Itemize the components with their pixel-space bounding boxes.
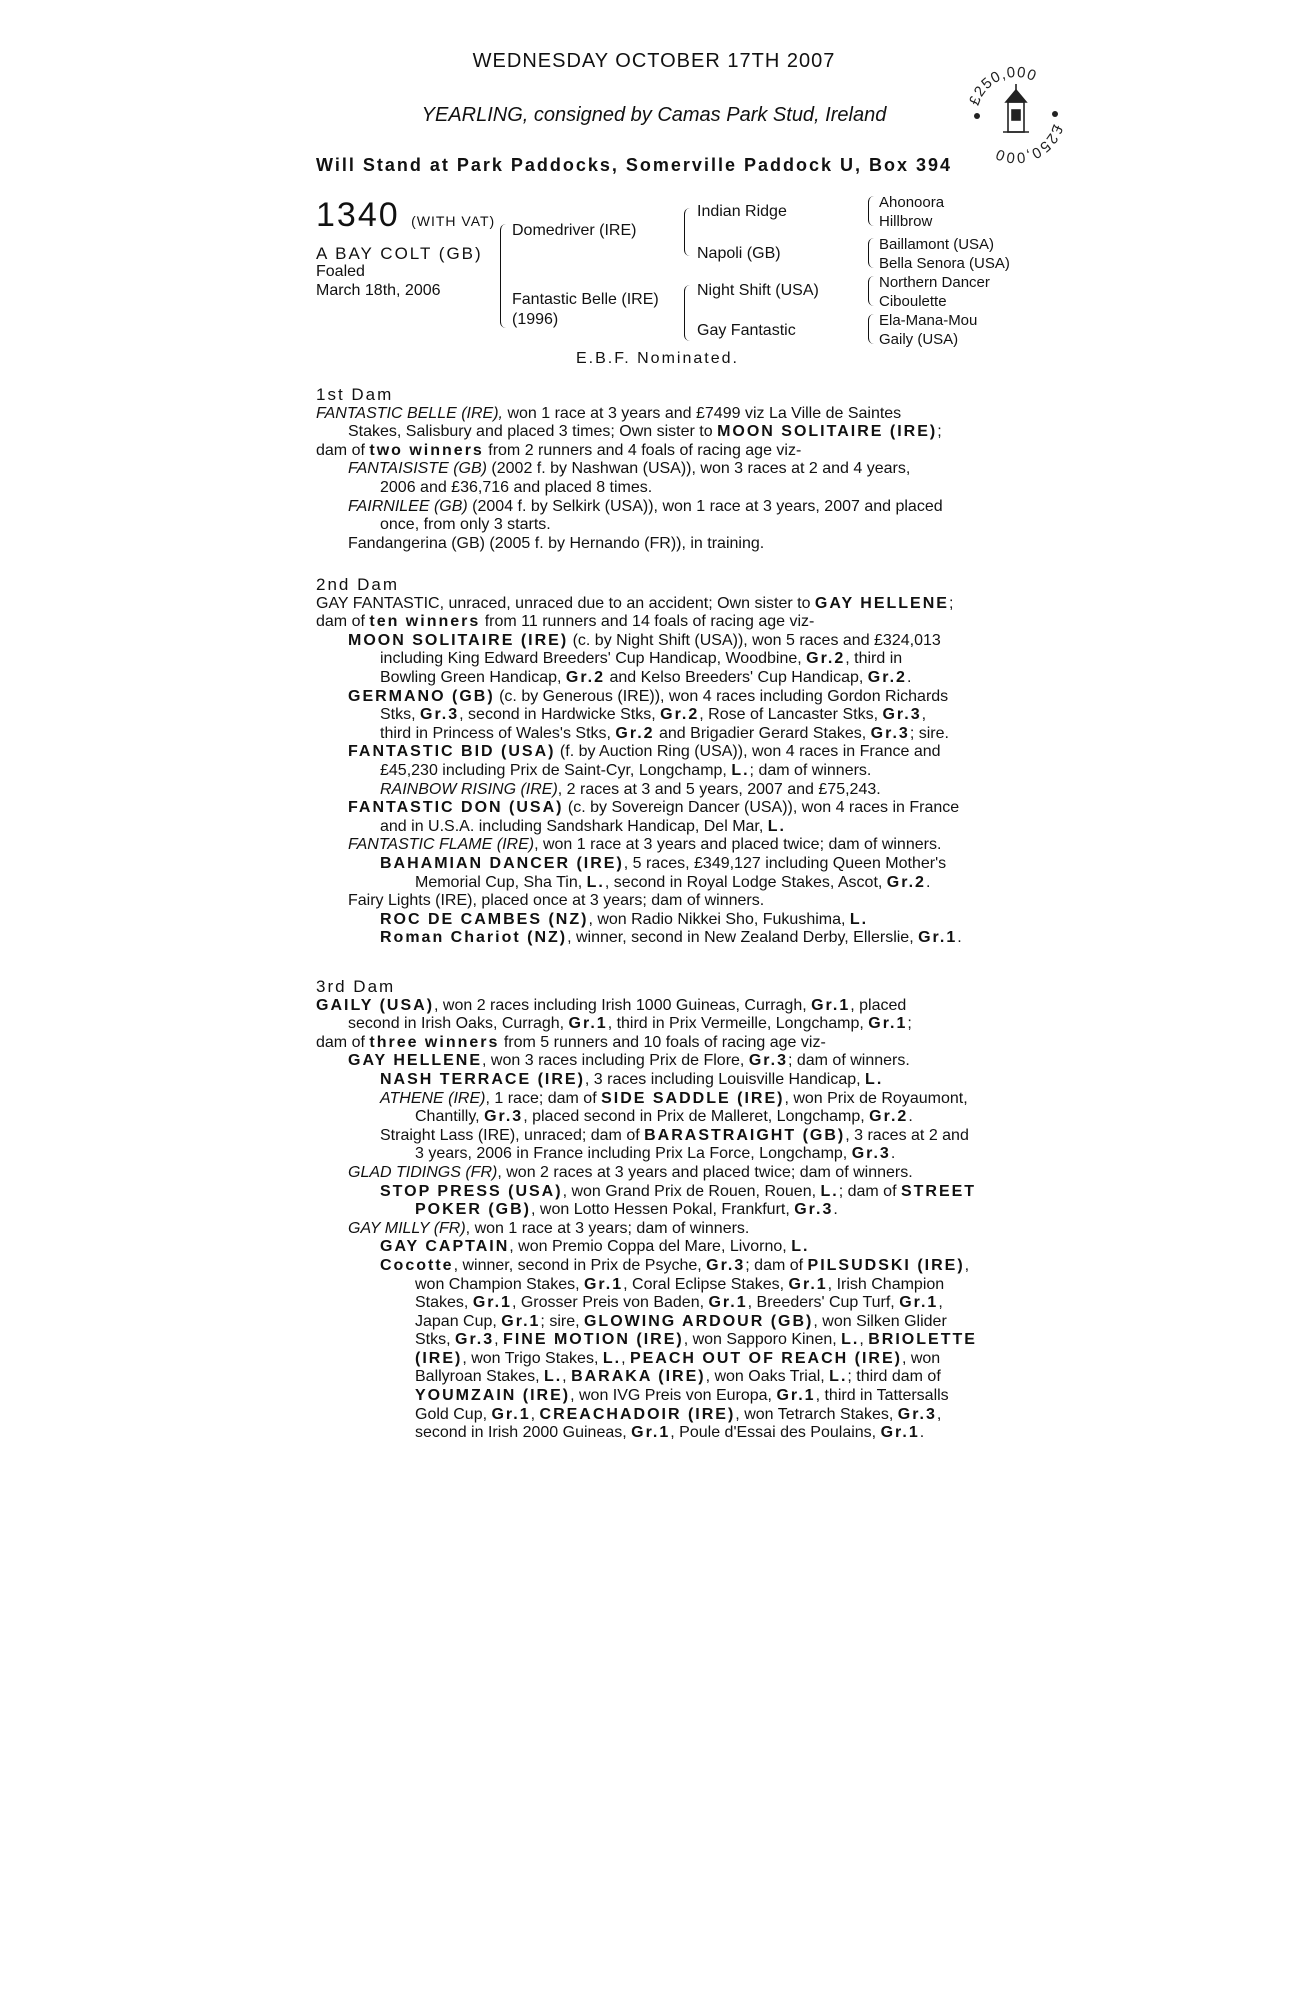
text: , — [530, 1405, 540, 1423]
pedigree-sire-sire: Indian Ridge — [697, 203, 787, 220]
progeny-line — [316, 1276, 977, 1295]
progeny-line — [316, 1313, 977, 1332]
text: , won Silken Glider — [813, 1312, 947, 1330]
grade: Gr.1 — [811, 996, 851, 1014]
progeny-line — [316, 632, 962, 651]
foaled-label: Foaled — [316, 263, 365, 280]
text: second in Irish 2000 Guineas, — [415, 1424, 632, 1442]
text: , 3 races including Louisville Handicap, — [584, 1070, 866, 1088]
lot-description: A BAY COLT (GB) — [316, 244, 483, 263]
grade: L. — [767, 817, 786, 835]
horse-name: GAY MILLY (FR) — [348, 1219, 466, 1237]
progeny-line — [316, 799, 962, 818]
horse-name: STOP PRESS (USA) — [380, 1182, 563, 1200]
text: . — [908, 1108, 913, 1126]
grade: L. — [841, 1331, 860, 1349]
lot-number — [316, 196, 495, 235]
pedigree-sss: Ahonoora — [879, 194, 945, 211]
text: Gold Cup, — [415, 1405, 492, 1423]
progeny-line — [316, 874, 962, 893]
horse-name: FANTAISISTE (GB) — [348, 460, 487, 478]
svg-text:£250,000 — [966, 64, 1039, 108]
text: ; dam of — [838, 1182, 901, 1200]
pedigree-brace-sire — [684, 208, 692, 256]
text: , third in Tattersalls — [815, 1387, 949, 1405]
text: Bowling Green Handicap, — [380, 668, 566, 686]
horse-name: SIDE SADDLE (IRE) — [601, 1089, 785, 1107]
text: ; sire. — [909, 724, 949, 742]
third-dam-line — [316, 1015, 977, 1034]
first-dam-line — [316, 405, 943, 424]
text: , — [494, 1331, 504, 1349]
text: , placed second in Prix de Malleret, Longchamp, — [523, 1108, 870, 1126]
grade: Gr.3 — [897, 1405, 937, 1423]
text: , won Tetrarch Stakes, — [735, 1405, 898, 1423]
grade: L. — [731, 761, 750, 779]
pedigree-dam-sire: Night Shift (USA) — [697, 282, 819, 299]
pedigree-dam-dam: Gay Fantastic — [697, 322, 796, 339]
pedigree-ssd: Hillbrow — [879, 213, 933, 230]
text: , second in Hardwicke Stks, — [459, 706, 661, 724]
text: ; — [948, 594, 954, 612]
progeny-line — [316, 855, 962, 874]
progeny-line — [316, 743, 962, 762]
text: , won 1 race at 3 years; dam of winners. — [465, 1219, 750, 1237]
progeny-line — [316, 1368, 977, 1387]
progeny-line: Fairy Lights (IRE), placed once at 3 years; dam of winners. — [348, 892, 765, 910]
text: ; dam of winners. — [749, 761, 872, 779]
text: , won Radio Nikkei Sho, Fukushima, — [588, 910, 850, 928]
text: , Grosser Preis von Baden, — [511, 1294, 709, 1312]
horse-name: PEACH OUT OF REACH (IRE) — [629, 1349, 902, 1367]
progeny-line — [316, 706, 962, 725]
text: , — [921, 706, 927, 724]
text: (c. by Night Shift (USA)), won 5 races and £324,013 — [568, 631, 941, 649]
horse-name: MOON SOLITAIRE (IRE) — [717, 423, 938, 441]
text: from 5 runners and 10 foals of racing age viz- — [499, 1033, 826, 1051]
text: , — [936, 1405, 942, 1423]
pedigree-ddd: Gaily (USA) — [879, 331, 959, 348]
pedigree-brace-dd — [868, 314, 875, 344]
progeny-line — [316, 1238, 977, 1257]
grade: Gr.1 — [708, 1294, 748, 1312]
text: GAY FANTASTIC, unraced, unraced due to an accident; Own sister to — [316, 594, 815, 612]
horse-name: GAILY (USA) — [316, 996, 435, 1014]
grade: L. — [829, 1368, 848, 1386]
text: . — [833, 1201, 838, 1219]
text: , won — [901, 1349, 941, 1367]
first-dam-heading: 1st Dam — [316, 385, 394, 404]
text: (2004 f. by Selkirk (USA)), won 1 race at 3 years, 2007 and placed — [467, 497, 943, 515]
grade: Gr.3 — [420, 706, 460, 724]
progeny-line — [316, 762, 962, 781]
text: , 2 races at 3 and 5 years, 2007 and £75,243. — [557, 780, 881, 798]
text: Straight Lass (IRE), unraced; dam of — [380, 1126, 645, 1144]
text: from 11 runners and 14 foals of racing age viz- — [480, 613, 815, 631]
grade: Gr.3 — [870, 724, 910, 742]
progeny-line — [316, 1108, 977, 1127]
dam-name: FANTASTIC BELLE (IRE), — [316, 404, 503, 422]
text: , Breeders' Cup Turf, — [747, 1294, 900, 1312]
grade: L. — [602, 1349, 622, 1367]
grade: Gr.1 — [491, 1405, 531, 1423]
second-dam-line — [316, 613, 962, 632]
grade: Gr.2 — [615, 724, 655, 742]
text: , Irish Champion — [827, 1275, 945, 1293]
text: , won Prix de Royaumont, — [784, 1089, 968, 1107]
grade: Gr.2 — [867, 668, 907, 686]
text: including King Edward Breeders' Cup Handicap, Woodbine, — [380, 650, 807, 668]
progeny-line — [316, 498, 943, 517]
progeny-line — [316, 1090, 977, 1109]
svg-text:£250,000 — [993, 122, 1066, 166]
grade: L. — [586, 873, 605, 891]
text: . — [906, 668, 912, 686]
text: , 3 races at 2 and — [845, 1126, 969, 1144]
horse-name: FANTASTIC BID (USA) — [348, 743, 556, 761]
first-dam-section — [316, 386, 943, 553]
text: Ballyroan Stakes, — [415, 1368, 544, 1386]
third-dam-line — [316, 997, 977, 1016]
grade: L. — [791, 1238, 810, 1256]
progeny-line — [316, 1183, 977, 1202]
third-dam-section — [316, 978, 977, 1443]
grade: Gr.1 — [631, 1424, 671, 1442]
pedigree-sds: Baillamont (USA) — [879, 236, 995, 253]
text: , winner, second in New Zealand Derby, Ellerslie, — [567, 929, 919, 947]
grade: Gr.3 — [851, 1145, 891, 1163]
horse-name: PILSUDSKI (IRE) — [807, 1256, 965, 1274]
horse-name: FAIRNILEE (GB) — [348, 497, 468, 515]
grade: L. — [849, 910, 869, 928]
text: , Poule d'Essai des Poulains, — [670, 1424, 881, 1442]
text: , winner, second in Prix de Psyche, — [453, 1256, 707, 1274]
text: Stks, — [380, 706, 421, 724]
progeny-line — [316, 1331, 977, 1350]
winners-count: two winners — [369, 441, 484, 459]
text: , placed — [850, 996, 907, 1014]
horse-name: FANTASTIC DON (USA) — [348, 799, 564, 817]
text: Japan Cup, — [415, 1312, 502, 1330]
progeny-line — [316, 1145, 977, 1164]
horse-name: BRIOLETTE — [868, 1331, 977, 1349]
horse-name: ROC DE CAMBES (NZ) — [380, 910, 589, 928]
second-dam-heading: 2nd Dam — [316, 575, 399, 594]
text: , Rose of Lancaster Stks, — [699, 706, 883, 724]
grade: L. — [865, 1070, 884, 1088]
text: ; — [907, 1015, 912, 1033]
grade: Gr.1 — [868, 1015, 908, 1033]
text: . — [919, 1424, 925, 1442]
text: £45,230 including Prix de Saint-Cyr, Longchamp, — [380, 761, 732, 779]
progeny-line — [316, 460, 943, 479]
text: dam of — [316, 613, 370, 631]
stamp-text-bottom: £250,000 — [992, 122, 1067, 166]
grade: Gr.1 — [583, 1275, 624, 1293]
pedigree-brace-ss — [868, 196, 875, 226]
text: , 5 races, £349,127 including Queen Mother's — [623, 854, 947, 872]
text: , won IVG Preis von Europa, — [570, 1387, 777, 1405]
progeny-line: 2006 and £36,716 and placed 8 times. — [380, 478, 653, 496]
text: , won 1 race at 3 years and placed twice; dam of winners. — [534, 836, 942, 854]
lot-number-value: 1340 — [316, 196, 400, 234]
progeny-line — [316, 1127, 977, 1146]
horse-name: Cocotte — [380, 1256, 454, 1274]
third-dam-line — [316, 1034, 977, 1053]
pedigree-dam-year: (1996) — [512, 311, 559, 328]
winners-count: three winners — [369, 1033, 500, 1051]
horse-name: STREET — [900, 1182, 977, 1200]
foaled-date: March 18th, 2006 — [316, 282, 441, 299]
text: Stks, — [415, 1331, 456, 1349]
text: third in Princess of Wales's Stks, — [380, 724, 616, 742]
horse-name: BARAKA (IRE) — [571, 1368, 706, 1386]
pedigree-dds: Ela-Mana-Mou — [879, 312, 978, 329]
progeny-line — [316, 1406, 977, 1425]
pedigree-sire: Domedriver (IRE) — [512, 222, 637, 239]
horse-name: NASH TERRACE (IRE) — [380, 1070, 585, 1088]
progeny-line — [316, 1164, 977, 1183]
horse-name: FINE MOTION (IRE) — [503, 1331, 684, 1349]
text: , — [964, 1256, 970, 1274]
grade: Gr.1 — [472, 1294, 512, 1312]
text: dam of — [316, 441, 370, 459]
pedigree-dam: Fantastic Belle (IRE) — [512, 291, 659, 308]
text: , won 3 races including Prix de Flore, — [482, 1052, 749, 1070]
grade: Gr.1 — [899, 1294, 939, 1312]
progeny-line — [316, 1220, 977, 1239]
horse-name: YOUMZAIN (IRE) — [415, 1387, 571, 1405]
progeny-line — [316, 1387, 977, 1406]
horse-name: (IRE) — [415, 1349, 463, 1367]
text: , won Oaks Trial, — [705, 1368, 830, 1386]
grade: Gr.2 — [565, 668, 606, 686]
horse-name: BAHAMIAN DANCER (IRE) — [380, 854, 624, 872]
second-dam-line — [316, 595, 962, 614]
horse-name: GAY CAPTAIN — [380, 1238, 510, 1256]
text: , won Lotto Hessen Pokal, Frankfurt, — [531, 1201, 795, 1219]
horse-name: POKER (GB) — [415, 1201, 531, 1219]
price-stamp — [965, 64, 1067, 166]
text: , — [859, 1331, 869, 1349]
text: , third in — [845, 650, 903, 668]
text: ; sire, — [540, 1312, 584, 1330]
text: , won Premio Coppa del Mare, Livorno, — [509, 1238, 792, 1256]
horse-name: GLOWING ARDOUR (GB) — [583, 1312, 814, 1330]
grade: Gr.3 — [706, 1256, 746, 1274]
text: from 2 runners and 4 foals of racing age viz- — [483, 441, 802, 459]
progeny-line — [316, 688, 962, 707]
pedigree-brace-ds — [868, 276, 875, 306]
grade: Gr.1 — [788, 1275, 828, 1293]
progeny-line — [316, 1350, 977, 1369]
grade: Gr.1 — [880, 1424, 920, 1442]
text: ; third dam of — [847, 1368, 941, 1386]
progeny-line — [316, 1071, 977, 1090]
text: , won 2 races including Irish 1000 Guineas, Curragh, — [434, 996, 812, 1014]
tower-icon — [1003, 84, 1029, 132]
text: ; — [937, 423, 942, 441]
progeny-line — [316, 929, 962, 948]
progeny-line — [316, 669, 962, 688]
text: Chantilly, — [415, 1108, 485, 1126]
vat-note: (WITH VAT) — [411, 213, 496, 229]
pedigree-dsd: Ciboulette — [879, 293, 947, 310]
text: and in U.S.A. including Sandshark Handicap, Del Mar, — [380, 817, 768, 835]
text: , won Sapporo Kinen, — [683, 1331, 842, 1349]
grade: Gr.1 — [776, 1387, 816, 1405]
progeny-line — [316, 725, 962, 744]
text: dam of — [316, 1033, 370, 1051]
horse-name: CREACHADOIR (IRE) — [539, 1405, 736, 1423]
stamp-text-top: £250,000 — [965, 64, 1040, 108]
text: Stakes, — [415, 1294, 473, 1312]
text: , won 2 races at 3 years and placed twice; dam of winners. — [497, 1163, 913, 1181]
text: Stakes, Salisbury and placed 3 times; Own sister to — [348, 423, 718, 441]
horse-name: GERMANO (GB) — [348, 687, 495, 705]
text: , Coral Eclipse Stakes, — [623, 1275, 789, 1293]
text: won 1 race at 3 years and £7499 viz La Ville de Saintes — [503, 404, 902, 422]
text: and Kelso Breeders' Cup Handicap, — [605, 668, 868, 686]
winners-count: ten winners — [369, 613, 481, 631]
third-dam-heading: 3rd Dam — [316, 977, 396, 996]
first-dam-line — [316, 442, 943, 461]
text: (c. by Sovereign Dancer (USA)), won 4 races in France — [563, 799, 960, 817]
pedigree-sire-dam: Napoli (GB) — [697, 245, 781, 262]
text: , 1 race; dam of — [485, 1089, 602, 1107]
grade: Gr.1 — [568, 1015, 608, 1033]
consignment-line: YEARLING, consigned by Camas Park Stud, Ireland — [421, 104, 887, 126]
grade: Gr.2 — [660, 706, 700, 724]
horse-name: Roman Chariot (NZ) — [380, 929, 568, 947]
horse-name: GLAD TIDINGS (FR) — [348, 1163, 498, 1181]
horse-name: ATHENE (IRE) — [380, 1089, 486, 1107]
text: won Champion Stakes, — [415, 1275, 584, 1293]
text: . — [890, 1145, 896, 1163]
pedigree-dss: Northern Dancer — [879, 274, 990, 291]
sale-date: WEDNESDAY OCTOBER 17TH 2007 — [472, 50, 836, 72]
ebf-nominated: E.B.F. Nominated. — [576, 350, 739, 367]
grade: Gr.1 — [501, 1312, 541, 1330]
grade: Gr.3 — [484, 1108, 524, 1126]
text: (f. by Auction Ring (USA)), won 4 races in France and — [555, 743, 941, 761]
text: ; dam of winners. — [787, 1052, 910, 1070]
text: , second in Royal Lodge Stakes, Ascot, — [604, 873, 887, 891]
text: , — [938, 1294, 943, 1312]
grade: Gr.3 — [882, 706, 922, 724]
horse-name: MOON SOLITAIRE (IRE) — [348, 631, 569, 649]
grade: Gr.3 — [455, 1331, 495, 1349]
progeny-line: once, from only 3 starts. — [380, 516, 551, 534]
progeny-line — [316, 650, 962, 669]
text: and Brigadier Gerard Stakes, — [654, 724, 871, 742]
progeny-line: Fandangerina (GB) (2005 f. by Hernando (FR)), in training. — [348, 534, 765, 552]
grade: L. — [820, 1182, 839, 1200]
progeny-line — [316, 818, 962, 837]
progeny-line — [316, 1201, 977, 1220]
text: ; dam of — [745, 1256, 808, 1274]
grade: Gr.2 — [886, 873, 926, 891]
grade: Gr.2 — [869, 1108, 909, 1126]
horse-name: GAY HELLENE — [814, 594, 949, 612]
text: , — [562, 1368, 572, 1386]
grade: L. — [543, 1368, 563, 1386]
pedigree-brace-sd — [868, 238, 875, 268]
horse-name: GAY HELLENE — [348, 1052, 483, 1070]
progeny-line — [316, 836, 962, 855]
second-dam-section — [316, 576, 962, 948]
text: , — [621, 1349, 630, 1367]
grade: Gr.3 — [794, 1201, 834, 1219]
horse-name: FANTASTIC FLAME (IRE) — [348, 836, 535, 854]
text: . — [925, 873, 931, 891]
text: second in Irish Oaks, Curragh, — [348, 1015, 569, 1033]
first-dam-line — [316, 423, 943, 442]
progeny-line — [316, 1257, 977, 1276]
text: 3 years, 2006 in France including Prix La Force, Longchamp, — [415, 1145, 852, 1163]
progeny-line — [316, 1424, 977, 1443]
progeny-line — [316, 1052, 977, 1071]
grade: Gr.1 — [918, 929, 958, 947]
progeny-line — [316, 1294, 977, 1313]
text: , won Trigo Stakes, — [462, 1349, 603, 1367]
horse-name: BARASTRAIGHT (GB) — [644, 1126, 846, 1144]
grade: Gr.2 — [806, 650, 846, 668]
text: , third in Prix Vermeille, Longchamp, — [607, 1015, 869, 1033]
pedigree-sdd: Bella Senora (USA) — [879, 255, 1010, 272]
horse-name: RAINBOW RISING (IRE) — [380, 780, 558, 798]
stand-location: Will Stand at Park Paddocks, Somerville Paddock U, Box 394 — [316, 155, 953, 175]
pedigree-brace-main — [500, 224, 509, 328]
text: , won Grand Prix de Rouen, Rouen, — [562, 1182, 821, 1200]
grade: Gr.3 — [748, 1052, 788, 1070]
text: Memorial Cup, Sha Tin, — [415, 873, 587, 891]
text: (c. by Generous (IRE)), won 4 races including Gordon Richards — [494, 687, 949, 705]
progeny-line — [316, 781, 962, 800]
text: (2002 f. by Nashwan (USA)), won 3 races at 2 and 4 years, — [486, 460, 911, 478]
text: . — [957, 929, 962, 947]
pedigree-brace-dam — [684, 285, 692, 341]
progeny-line — [316, 911, 962, 930]
